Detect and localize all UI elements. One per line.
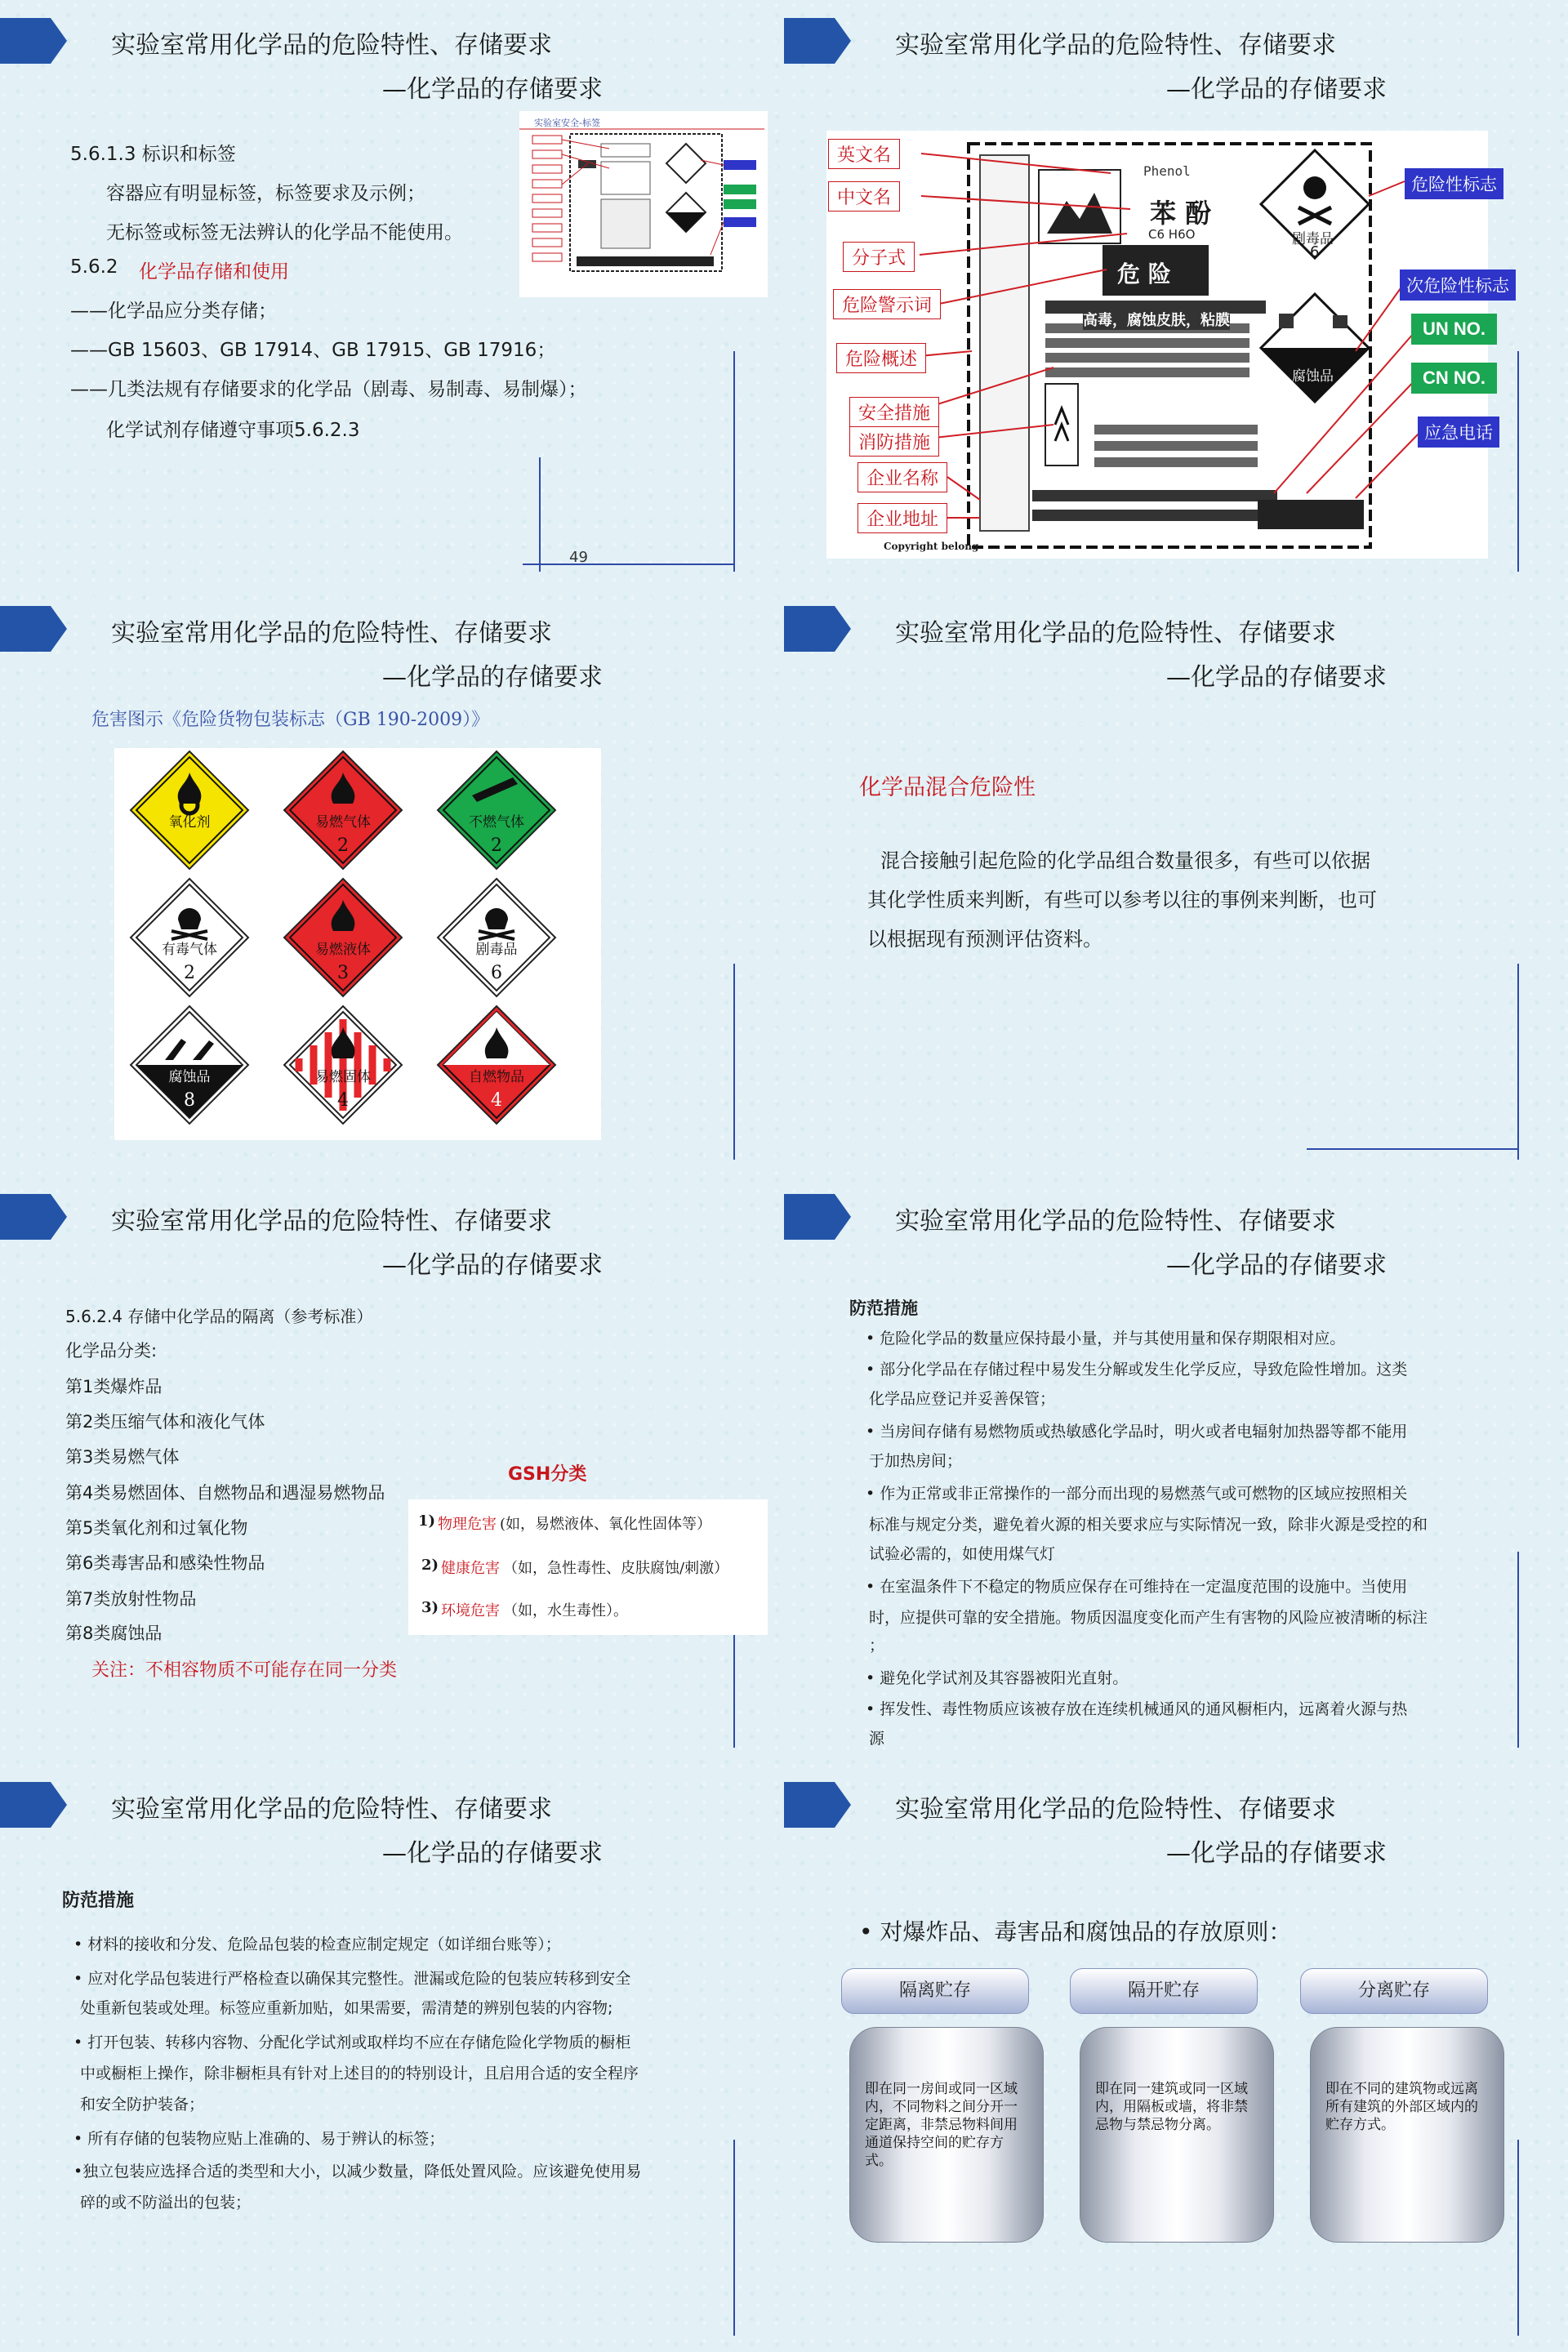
class-line: 第5类氧化剂和过氧化物 (65, 1518, 248, 1538)
decor-line (1307, 1148, 1519, 1150)
paragraph-line: 以根据现有预测评估资料。 (867, 928, 1102, 951)
thumbnail-title: 实验室安全-标签 (534, 118, 600, 128)
paragraph-line: 其化学性质来判断，有些可以参考以往的事例来判断，也可 (867, 889, 1377, 911)
slide-4 (784, 588, 1552, 1160)
method-desc-3: 即在不同的建筑物或远离所有建筑的外部区域内的贮存方式。 (1325, 2081, 1478, 2133)
label-hazard-summary: 高毒，腐蚀皮肤，粘膜 (1083, 309, 1230, 330)
title-arrow-icon (0, 1782, 67, 1828)
hazard-sign-label: 氧化剂 (168, 814, 211, 831)
slide-subtitle: —化学品的存储要求 (1166, 75, 1387, 104)
slide-3 (0, 588, 768, 1160)
slide-subtitle: —化学品的存储要求 (382, 1839, 603, 1868)
bullet-line: • 当房间存储有易燃物质或热敏感化学品时，明火或者电辐射加热器等都不能用 (866, 1423, 1408, 1441)
title-arrow-icon (784, 1194, 851, 1240)
slide-6 (784, 1176, 1552, 1748)
decor-line (523, 564, 735, 565)
class-line: 化学品分类: (65, 1341, 158, 1361)
body-line: 无标签或标签无法辨认的化学品不能使用。 (106, 222, 463, 243)
bullet-line: 源 (869, 1730, 885, 1748)
callout-fire-measures: 消防措施 (849, 426, 939, 457)
hazard-sign-label: 自燃物品 (469, 1069, 524, 1085)
hazard-sign (438, 879, 555, 996)
decor-line (1517, 2140, 1519, 2336)
callout-signal-word: 危险警示词 (833, 289, 941, 319)
section-number: 5.6.2 (70, 256, 118, 278)
hazard-sign (438, 751, 555, 869)
hazard-sign-class: 2 (184, 963, 195, 983)
bullet-line: 化学品应登记并妥善保管； (869, 1390, 1056, 1408)
bullet-line: • 打开包装、转移内容物、分配化学试剂或取样均不应在存储危险化学物质的橱柜 (74, 2034, 631, 2051)
ghs-item-number: 1) (418, 1512, 436, 1530)
slide-8 (784, 1764, 1552, 2336)
decor-line (539, 457, 541, 572)
label-formula: C6 H6O (1148, 227, 1196, 242)
decor-line (1517, 964, 1519, 1160)
hazard-sign (284, 879, 402, 996)
section-heading: 防范措施 (849, 1298, 918, 1318)
body-line: 化学试剂存储遵守事项5.6.2.3 (106, 420, 360, 441)
bullet-line: 时，应提供可靠的安全措施。物质因温度变化而产生有害物的风险应被清晰的标注 (869, 1609, 1428, 1627)
hazard-sign-class: 4 (491, 1090, 502, 1111)
hazard-sign-label: 不燃气体 (469, 814, 524, 831)
label-chinese-name: 苯 酚 (1150, 198, 1212, 229)
slide-subtitle: —化学品的存储要求 (382, 75, 603, 104)
slide-subtitle: —化学品的存储要求 (1166, 1251, 1387, 1280)
slide-title: 实验室常用化学品的危险特性、存储要求 (111, 619, 552, 648)
label-english-name: Phenol (1143, 163, 1191, 179)
method-card-2 (1080, 2027, 1274, 2243)
bullet-line: 标准与规定分类，避免着火源的相关要求应与实际情况一致，除非火源是受控的和 (869, 1516, 1428, 1534)
slide-subtitle: —化学品的存储要求 (382, 1251, 603, 1280)
slide-5 (0, 1176, 768, 1748)
ghs-item-number: 3) (421, 1599, 439, 1616)
decor-line (733, 2140, 735, 2336)
callout-company-name: 企业名称 (858, 462, 947, 492)
corrosive-sign-label: 腐蚀品 (1292, 368, 1334, 385)
method-title-2: 隔开贮存 (1070, 1968, 1258, 2014)
method-desc-2: 即在同一建筑或同一区域内，用隔板或墙，将非禁忌物与禁忌物分离。 (1095, 2081, 1248, 2133)
section-title: 5.6.1.3 标识和标签 (70, 144, 236, 165)
method-card-1 (849, 2027, 1044, 2243)
title-arrow-icon (0, 18, 67, 64)
bullet-line: • 在室温条件下不稳定的物质应保存在可维持在一定温度范围的设施中。当使用 (866, 1578, 1408, 1596)
slide-subtitle: —化学品的存储要求 (1166, 1839, 1387, 1868)
section-heading: 化学品存储和使用 (139, 261, 289, 283)
toxic-sign-class: 6 (1310, 243, 1320, 261)
callout-safety-measures: 安全措施 (849, 397, 939, 427)
hazard-sign-class: 2 (337, 835, 349, 856)
slide-title: 实验室常用化学品的危险特性、存储要求 (895, 619, 1336, 648)
decor-line (1517, 1552, 1519, 1748)
note: 关注：不相容物质不可能存在同一分类 (91, 1660, 398, 1681)
bullet-line: 试验必需的，如使用煤气灯 (869, 1545, 1056, 1563)
slide-title: 实验室常用化学品的危险特性、存储要求 (895, 1207, 1336, 1236)
callout-secondary-hazard-sign: 次危险性标志 (1400, 270, 1516, 301)
label-signal-word: 危 险 (1117, 261, 1171, 287)
body-line: ——化学品应分类存储； (70, 301, 277, 322)
hazard-sign-label: 易燃液体 (315, 942, 371, 958)
class-line: 第3类易燃气体 (65, 1447, 180, 1467)
slide-subtitle: —化学品的存储要求 (382, 663, 603, 692)
hazard-sign-label: 腐蚀品 (168, 1069, 211, 1085)
copyright-note: Copyright belong (884, 541, 979, 552)
ghs-item-term: 环境危害 (441, 1602, 500, 1619)
hazard-sign-class: 3 (337, 963, 349, 983)
bullet-line: ； (869, 1637, 885, 1655)
slide-title: 实验室常用化学品的危险特性、存储要求 (895, 31, 1336, 60)
title-arrow-icon (0, 606, 67, 652)
decor-line (733, 964, 735, 1160)
section-heading: 防范措施 (62, 1891, 135, 1911)
section-heading: • 对爆炸品、毒害品和腐蚀品的存放原则： (859, 1918, 1292, 1945)
slide-7 (0, 1764, 768, 2336)
hazard-sign (131, 751, 248, 869)
bullet-line: 处重新包装或处理。标签应重新加贴，如果需要，需清楚的辨别包装的内容物; (80, 1999, 613, 2017)
bullet-line: 中或橱柜上操作，除非橱柜具有针对上述目的的特别设计，且启用合适的安全程序 (80, 2065, 639, 2082)
caption: 危害图示《危险货物包装标志（GB 190-2009）》 (91, 710, 490, 730)
bullet-line: • 部分化学品在存储过程中易发生分解或发生化学反应，导致危险性增加。这类 (866, 1361, 1408, 1379)
hazard-sign (131, 879, 248, 996)
toxic-sign-label: 剧毒品 (1292, 231, 1334, 247)
title-arrow-icon (0, 1194, 67, 1240)
hazard-sign (284, 1006, 402, 1124)
ghs-item-desc: (如，易燃液体、氧化性固体等） (500, 1516, 712, 1533)
class-line: 第6类毒害品和感染性物品 (65, 1553, 265, 1573)
hazard-signs (114, 748, 601, 1140)
ghs-item-term: 物理危害 (438, 1516, 497, 1533)
bullet-line: •独立包装应选择合适的类型和大小，以减少数量，降低处置风险。应该避免使用易 (74, 2163, 642, 2180)
hazard-sign-label: 易燃气体 (315, 814, 371, 831)
ghs-item-desc: （如，急性毒性、皮肤腐蚀/刺激） (503, 1560, 729, 1577)
hazard-sign (438, 1006, 555, 1124)
callout-formula: 分子式 (843, 242, 915, 272)
slide-title: 实验室常用化学品的危险特性、存储要求 (111, 31, 552, 60)
ghs-title: GSH分类 (508, 1464, 587, 1485)
callout-un-number: UN NO. (1411, 314, 1497, 345)
hazard-sign-class: 2 (491, 835, 502, 856)
bullet-line: • 材料的接收和分发、危险品包装的检查应制定规定（如详细台账等）； (74, 1936, 561, 1953)
slide-2 (784, 0, 1552, 572)
class-line: 第1类爆炸品 (65, 1377, 163, 1396)
bullet-line: • 避免化学试剂及其容器被阳光直射。 (866, 1669, 1129, 1687)
section-heading: 化学品混合危险性 (859, 775, 1036, 800)
callout-hazard-sign: 危险性标志 (1405, 168, 1503, 199)
callout-hazard-summary: 危险概述 (836, 343, 926, 373)
method-title-1: 隔离贮存 (841, 1968, 1029, 2014)
ghs-item-term: 健康危害 (441, 1560, 500, 1577)
class-line: 第2类压缩气体和液化气体 (65, 1412, 265, 1432)
bullet-line: • 应对化学品包装进行严格检查以确保其完整性。泄漏或危险的包装应转移到安全 (74, 1970, 631, 1988)
slide-title: 实验室常用化学品的危险特性、存储要求 (111, 1207, 552, 1236)
slide-title: 实验室常用化学品的危险特性、存储要求 (111, 1795, 552, 1824)
section-title: 5.6.2.4 存储中化学品的隔离（参考标准） (65, 1307, 373, 1326)
title-arrow-icon (784, 606, 851, 652)
bullet-line: 碎的或不防溢出的包装； (80, 2194, 252, 2212)
slide-1 (0, 0, 768, 572)
callout-chinese-name: 中文名 (828, 181, 900, 212)
hazard-sign-label: 有毒气体 (162, 942, 217, 958)
callout-emergency-phone: 应急电话 (1418, 416, 1499, 448)
bullet-line: • 危险化学品的数量应保持最小量，并与其使用量和保存期限相对应。 (866, 1330, 1346, 1348)
hazard-sign (284, 751, 402, 869)
callout-english-name: 英文名 (828, 139, 900, 169)
title-arrow-icon (784, 1782, 851, 1828)
ghs-item-desc: （如，水生毒性）。 (503, 1602, 628, 1619)
ghs-item-number: 2) (421, 1557, 439, 1574)
class-line: 第4类易燃固体、自燃物品和遇湿易燃物品 (65, 1483, 385, 1503)
body-line: ——GB 15603、GB 17914、GB 17915、GB 17916； (70, 340, 556, 361)
method-title-3: 分离贮存 (1300, 1968, 1488, 2014)
thumbnail-diagram (519, 111, 768, 297)
hazard-sign (131, 1006, 248, 1124)
bullet-line: • 作为正常或非正常操作的一部分而出现的易燃蒸气或可燃物的区域应按照相关 (866, 1485, 1408, 1503)
hazard-sign-class: 6 (491, 963, 502, 983)
method-card-3 (1310, 2027, 1504, 2243)
method-desc-1: 即在同一房间或同一区域内，不同物料之间分开一定距离，非禁忌物料间用通道保持空间的贮存方式。 (865, 2081, 1018, 2169)
hazard-sign-label: 剧毒品 (475, 942, 518, 958)
bullet-line: 和安全防护装备； (80, 2096, 205, 2114)
body-line: ——几类法规有存储要求的化学品（剧毒、易制毒、易制爆）； (70, 379, 587, 400)
callout-cn-number: CN NO. (1411, 363, 1497, 394)
hazard-sign-class: 8 (184, 1090, 195, 1111)
body-line: 容器应有明显标签，标签要求及示例； (106, 183, 425, 204)
slide-title: 实验室常用化学品的危险特性、存储要求 (895, 1795, 1336, 1824)
bullet-line: • 挥发性、毒性物质应该被存放在连续机械通风的通风橱柜内，远离着火源与热 (866, 1700, 1408, 1718)
page-number: 49 (569, 549, 588, 566)
class-line: 第8类腐蚀品 (65, 1624, 163, 1643)
hazard-sign-label: 易燃固体 (315, 1069, 371, 1085)
bullet-line: 于加热房间； (869, 1452, 963, 1470)
hazard-sign-class: 4 (337, 1090, 349, 1111)
class-line: 第7类放射性物品 (65, 1589, 197, 1609)
slide-subtitle: —化学品的存储要求 (1166, 663, 1387, 692)
callout-company-address: 企业地址 (858, 503, 947, 533)
decor-line (733, 351, 735, 572)
bullet-line: • 所有存储的包装物应贴上准确的、易于辨认的标签； (74, 2130, 445, 2148)
label-thumbnail (519, 111, 768, 297)
paragraph-line: 混合接触引起危险的化学品组合数量很多，有些可以依据 (880, 849, 1370, 872)
